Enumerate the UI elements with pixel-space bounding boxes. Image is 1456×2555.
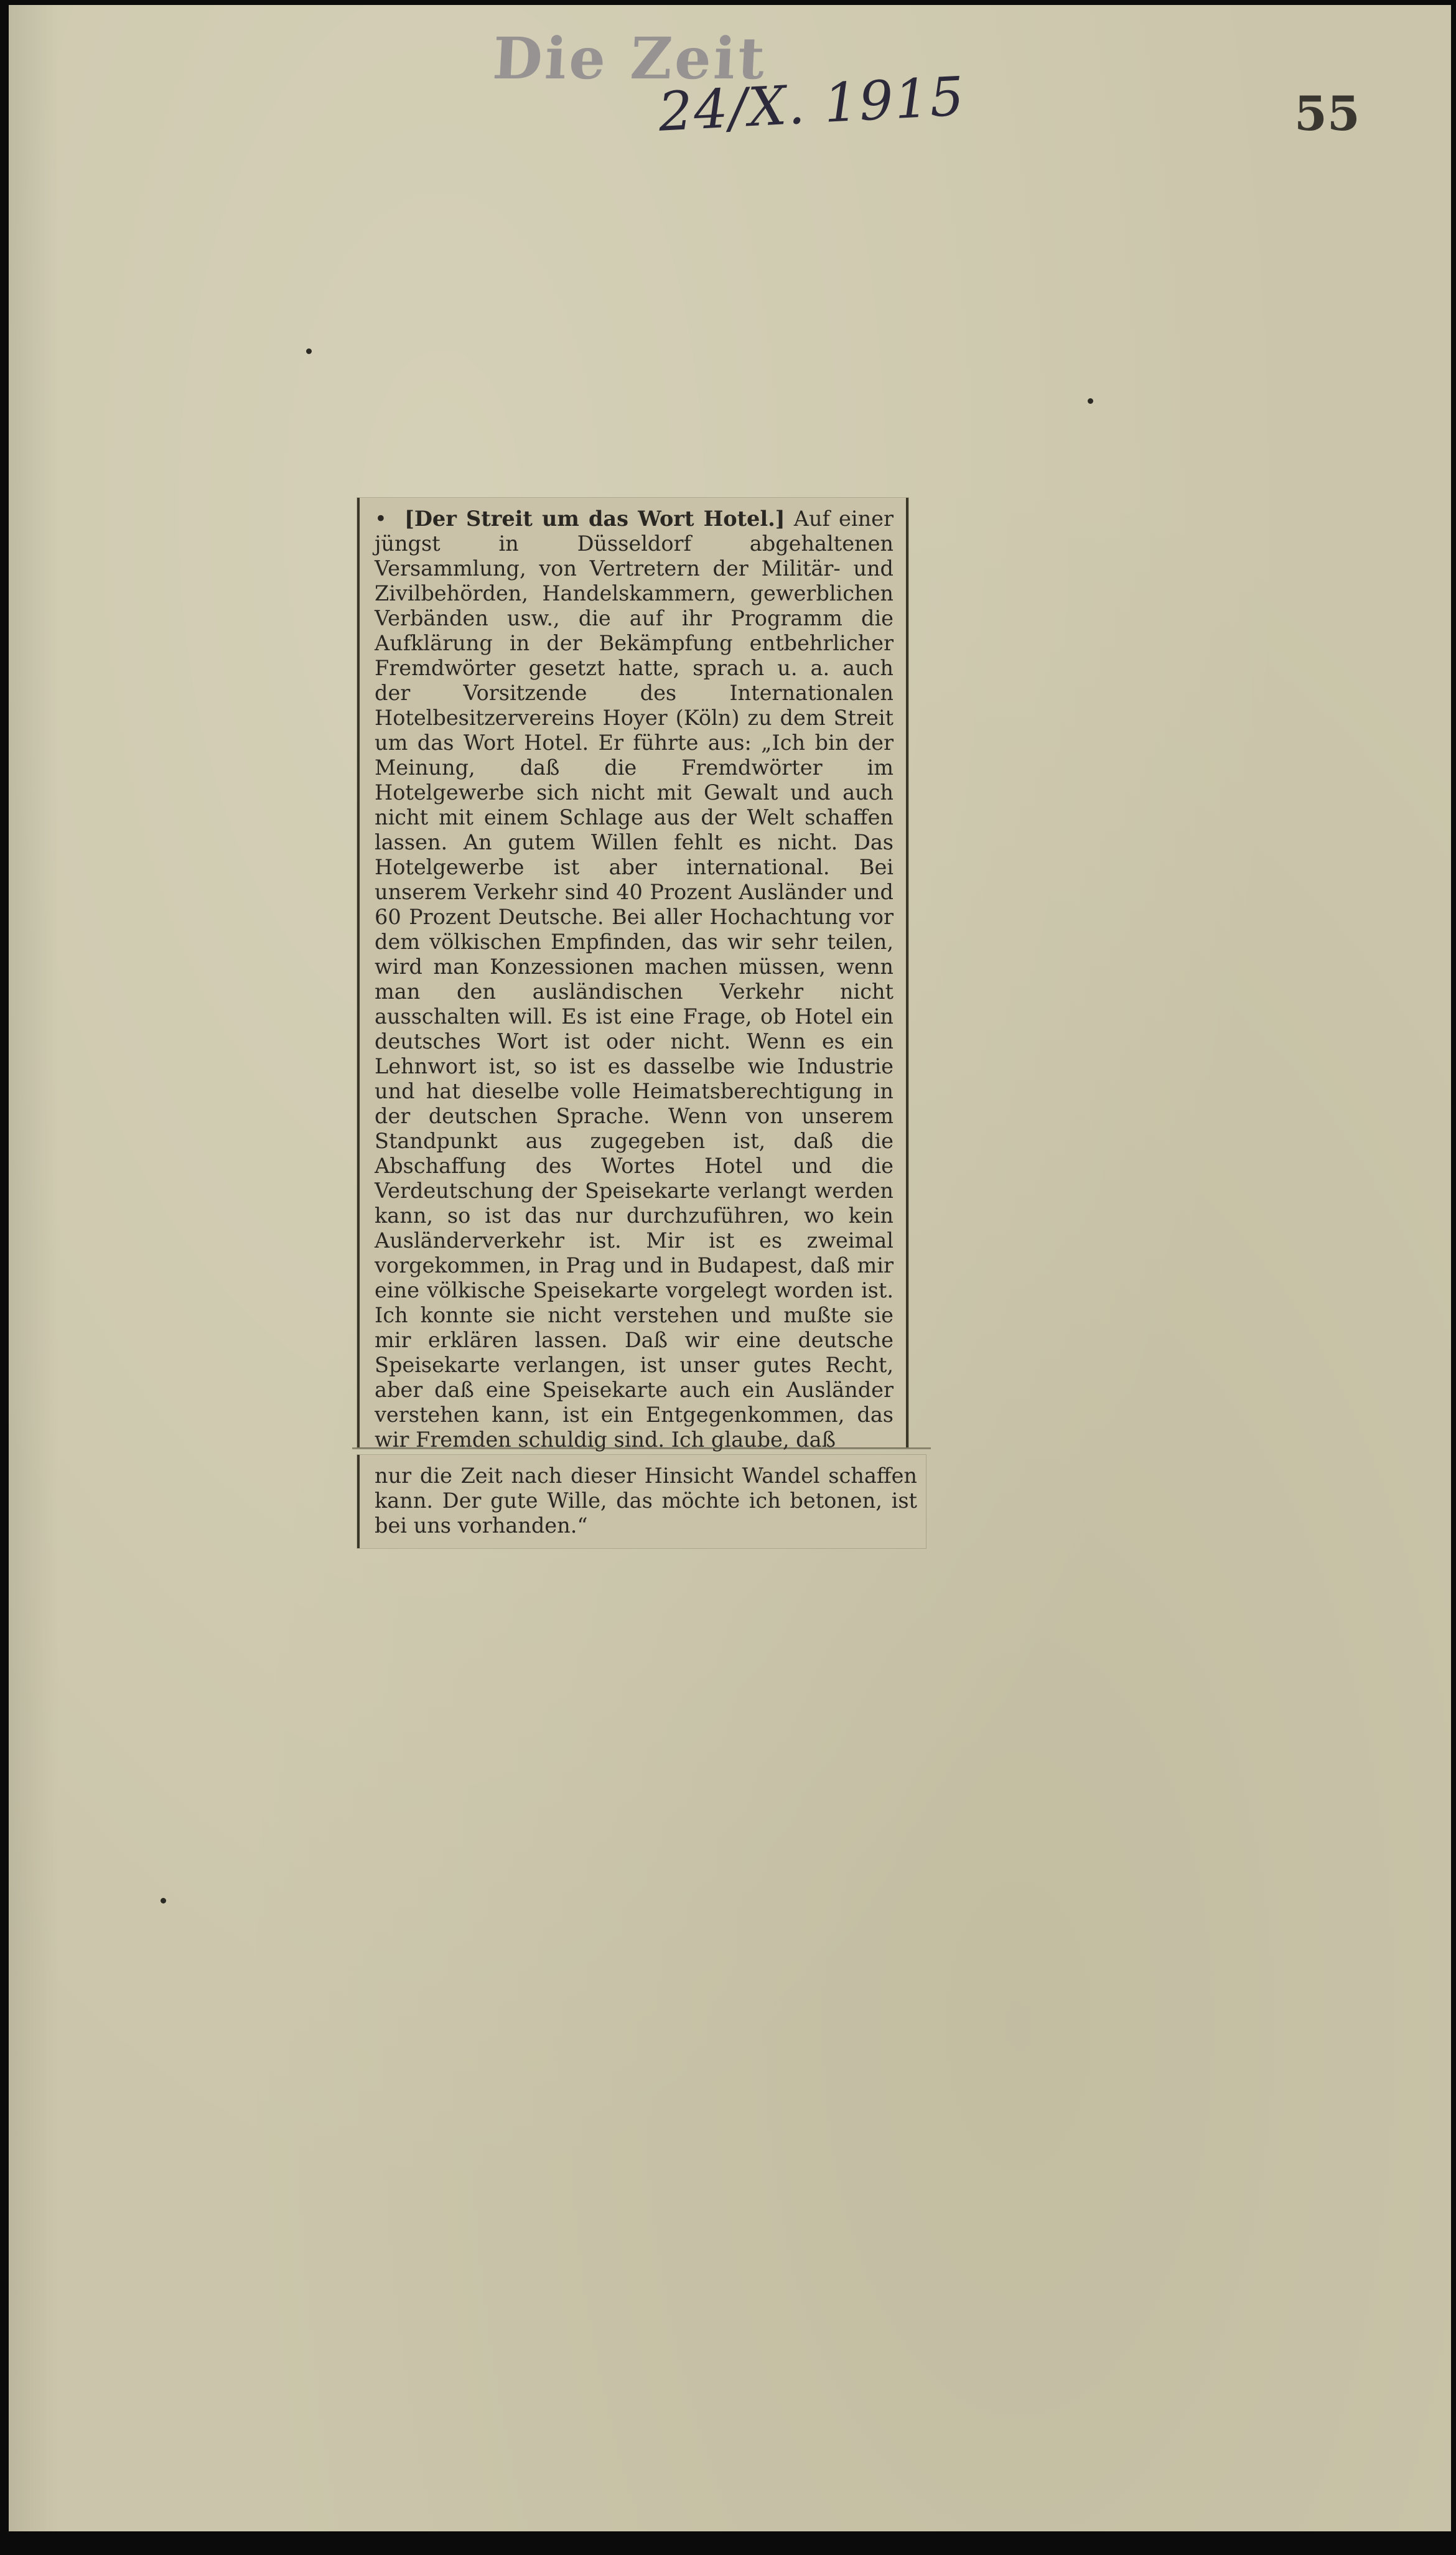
- sheet-shadow: [9, 5, 58, 2531]
- paper-speck: [306, 348, 312, 354]
- clipping-paragraph: • [Der Streit um das Wort Hotel.] Auf einer jüngst in Düsseldorf abgehaltenen Versammlung, von Vertretern der Militär- und Zivilbehörden, Handelskammern, gewerblichen Verbänden usw., die auf ihr Programm die Aufklärung in der Bekämpfung entbehrlicher Fremdwörter gesetzt hatte, sprach u. a. auch der Vorsitzende des Internationalen Hotelbesitzervereins Hoyer (Köln) zu dem Streit um das Wort Hotel. Er führte aus: „Ich bin der Meinung, daß die Fremdwörter im Hotelgewerbe sich nicht mit Gewalt und auch nicht mit einem Schlage aus der Welt schaffen lassen. An gutem Willen fehlt es nicht. Das Hotelgewerbe ist aber international. Bei unserem Verkehr sind 40 Prozent Ausländer und 60 Prozent Deutsche. Bei aller Hochachtung vor dem völkischen Empfinden, das wir sehr teilen, wird man Konzessionen machen müssen, wenn man den ausländischen Verkehr nicht ausschalten will. Es ist eine Frage, ob Hotel ein deutsches Wort ist oder nicht. Wenn es ein Lehnwort ist, so ist es dasselbe wie Industrie und hat dieselbe volle Heimatsberechtigung in der deutschen Sprache. Wenn von unserem Standpunkt aus zugegeben ist, daß die Abschaffung des Wortes Hotel und die Verdeutschung der Speisekarte verlangt werden kann, so ist das nur durchzuführen, wo kein Ausländerverkehr ist. Mir ist es zweimal vorgekommen, in Prag und in Budapest, daß mir eine völkische Speisekarte vorgelegt worden ist. Ich konnte sie nicht verstehen und mußte sie mir erklären lassen. Daß wir eine deutsche Speisekarte verlangen, ist unser gutes Recht, aber daß eine Speisekarte auch ein Ausländer verstehen kann, ist ein Entgegenkommen, das wir Fremden schuldig sind. Ich glaube, daß: [375, 507, 894, 1452]
- newspaper-clipping-continuation: [357, 1455, 926, 1548]
- newspaper-clipping: [357, 498, 908, 1452]
- clipping-headline: [Der Streit um das Wort Hotel.]: [404, 507, 785, 531]
- clipping-continuation-text: nur die Zeit nach dieser Hinsicht Wandel schaffen kann. Der gute Wille, das möchte ich betonen, ist bei uns vorhanden.“: [375, 1464, 917, 1538]
- handwritten-date: 24/X. 1915: [656, 65, 967, 144]
- paper-speck: [161, 1898, 166, 1903]
- newspaper-stamp: Die Zeit: [491, 25, 769, 92]
- paper-speck: [1088, 398, 1093, 404]
- page-number: 55: [1294, 86, 1360, 141]
- clipping-body: Auf einer jüngst in Düsseldorf abgehaltenen Versammlung, von Vertretern der Militär- und Zivilbehörden, Handelskammern, gewerblichen Verbänden usw., die auf ihr Programm die Aufklärung in der Bekämpfung entbehrlicher Fremdwörter gesetzt hatte, sprach u. a. auch der Vorsitzende des Internationalen Hotelbesitzervereins Hoyer (Köln) zu dem Streit um das Wort Hotel. Er führte aus: „Ich bin der Meinung, daß die Fremdwörter im Hotelgewerbe sich nicht mit Gewalt und auch nicht mit einem Schlage aus der Welt schaffen lassen. An gutem Willen fehlt es nicht. Das Hotelgewerbe ist aber international. Bei unserem Verkehr sind 40 Prozent Ausländer und 60 Prozent Deutsche. Bei aller Hochachtung vor dem völkischen Empfinden, das wir sehr teilen, wird man Konzessionen machen müssen, wenn man den ausländischen Verkehr nicht ausschalten will. Es ist eine Frage, ob Hotel ein deutsches Wort ist oder nicht. Wenn es ein Lehnwort ist, so ist es dasselbe wie Industrie und hat dieselbe volle Heimatsberechtigung in der deutschen Sprache. Wenn von unserem Standpunkt aus zugegeben ist, daß die Abschaffung des Wortes Hotel und die Verdeutschung der Speisekarte verlangt werden kann, so ist das nur durchzuführen, wo kein Ausländerverkehr ist. Mir ist es zweimal vorgekommen, in Prag und in Budapest, daß mir eine völkische Speisekarte vorgelegt worden ist. Ich konnte sie nicht verstehen und mußte sie mir erklären lassen. Daß wir eine deutsche Speisekarte verlangen, ist unser gutes Recht, aber daß eine Speisekarte auch ein Ausländer verstehen kann, ist ein Entgegenkommen, das wir Fremden schuldig sind. Ich glaube, daß: [375, 507, 894, 1452]
- clipping-cut-line: [352, 1447, 931, 1449]
